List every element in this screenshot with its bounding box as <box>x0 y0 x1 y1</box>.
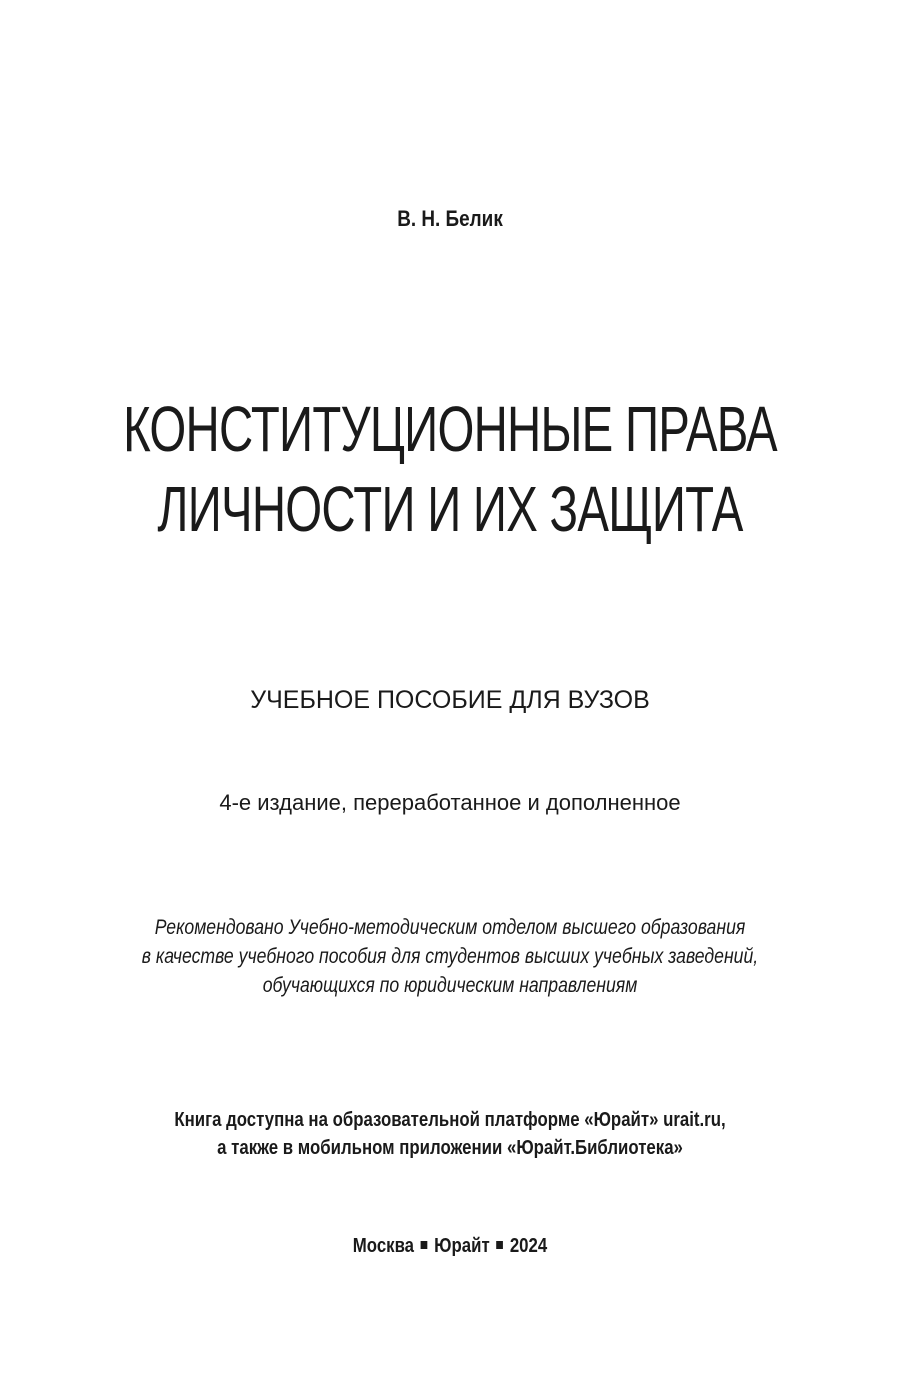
square-bullet-icon <box>421 1241 428 1249</box>
square-bullet-icon <box>496 1241 503 1249</box>
imprint-city: Москва <box>352 1235 415 1257</box>
book-subtitle: УЧЕБНОЕ ПОСОБИЕ ДЛЯ ВУЗОВ <box>250 686 650 714</box>
imprint-year: 2024 <box>509 1235 548 1257</box>
platform-note-line-1: Книга доступна на образовательной платформе «Юрайт» urait.ru, <box>174 1109 726 1131</box>
imprint <box>72 1235 828 1258</box>
imprint-publisher: Юрайт <box>434 1235 490 1257</box>
author-name: В. Н. Белик <box>397 206 503 231</box>
recommendation-line-3: обучающихся по юридическим направлениям <box>262 974 638 997</box>
book-title-line-2: ЛИЧНОСТИ И ИХ ЗАЩИТА <box>157 473 743 545</box>
recommendation-line-1: Рекомендовано Учебно-методическим отделом высшего образования <box>154 916 746 939</box>
recommendation-line-2: в качестве учебного пособия для студентов высших учебных заведений, <box>141 945 759 968</box>
platform-note-line-2: а также в мобильном приложении «Юрайт.Библиотека» <box>217 1137 683 1159</box>
book-title-line-1: КОНСТИТУЦИОННЫЕ ПРАВА <box>123 393 777 465</box>
edition-note: 4-е издание, переработанное и дополненное <box>219 790 681 815</box>
